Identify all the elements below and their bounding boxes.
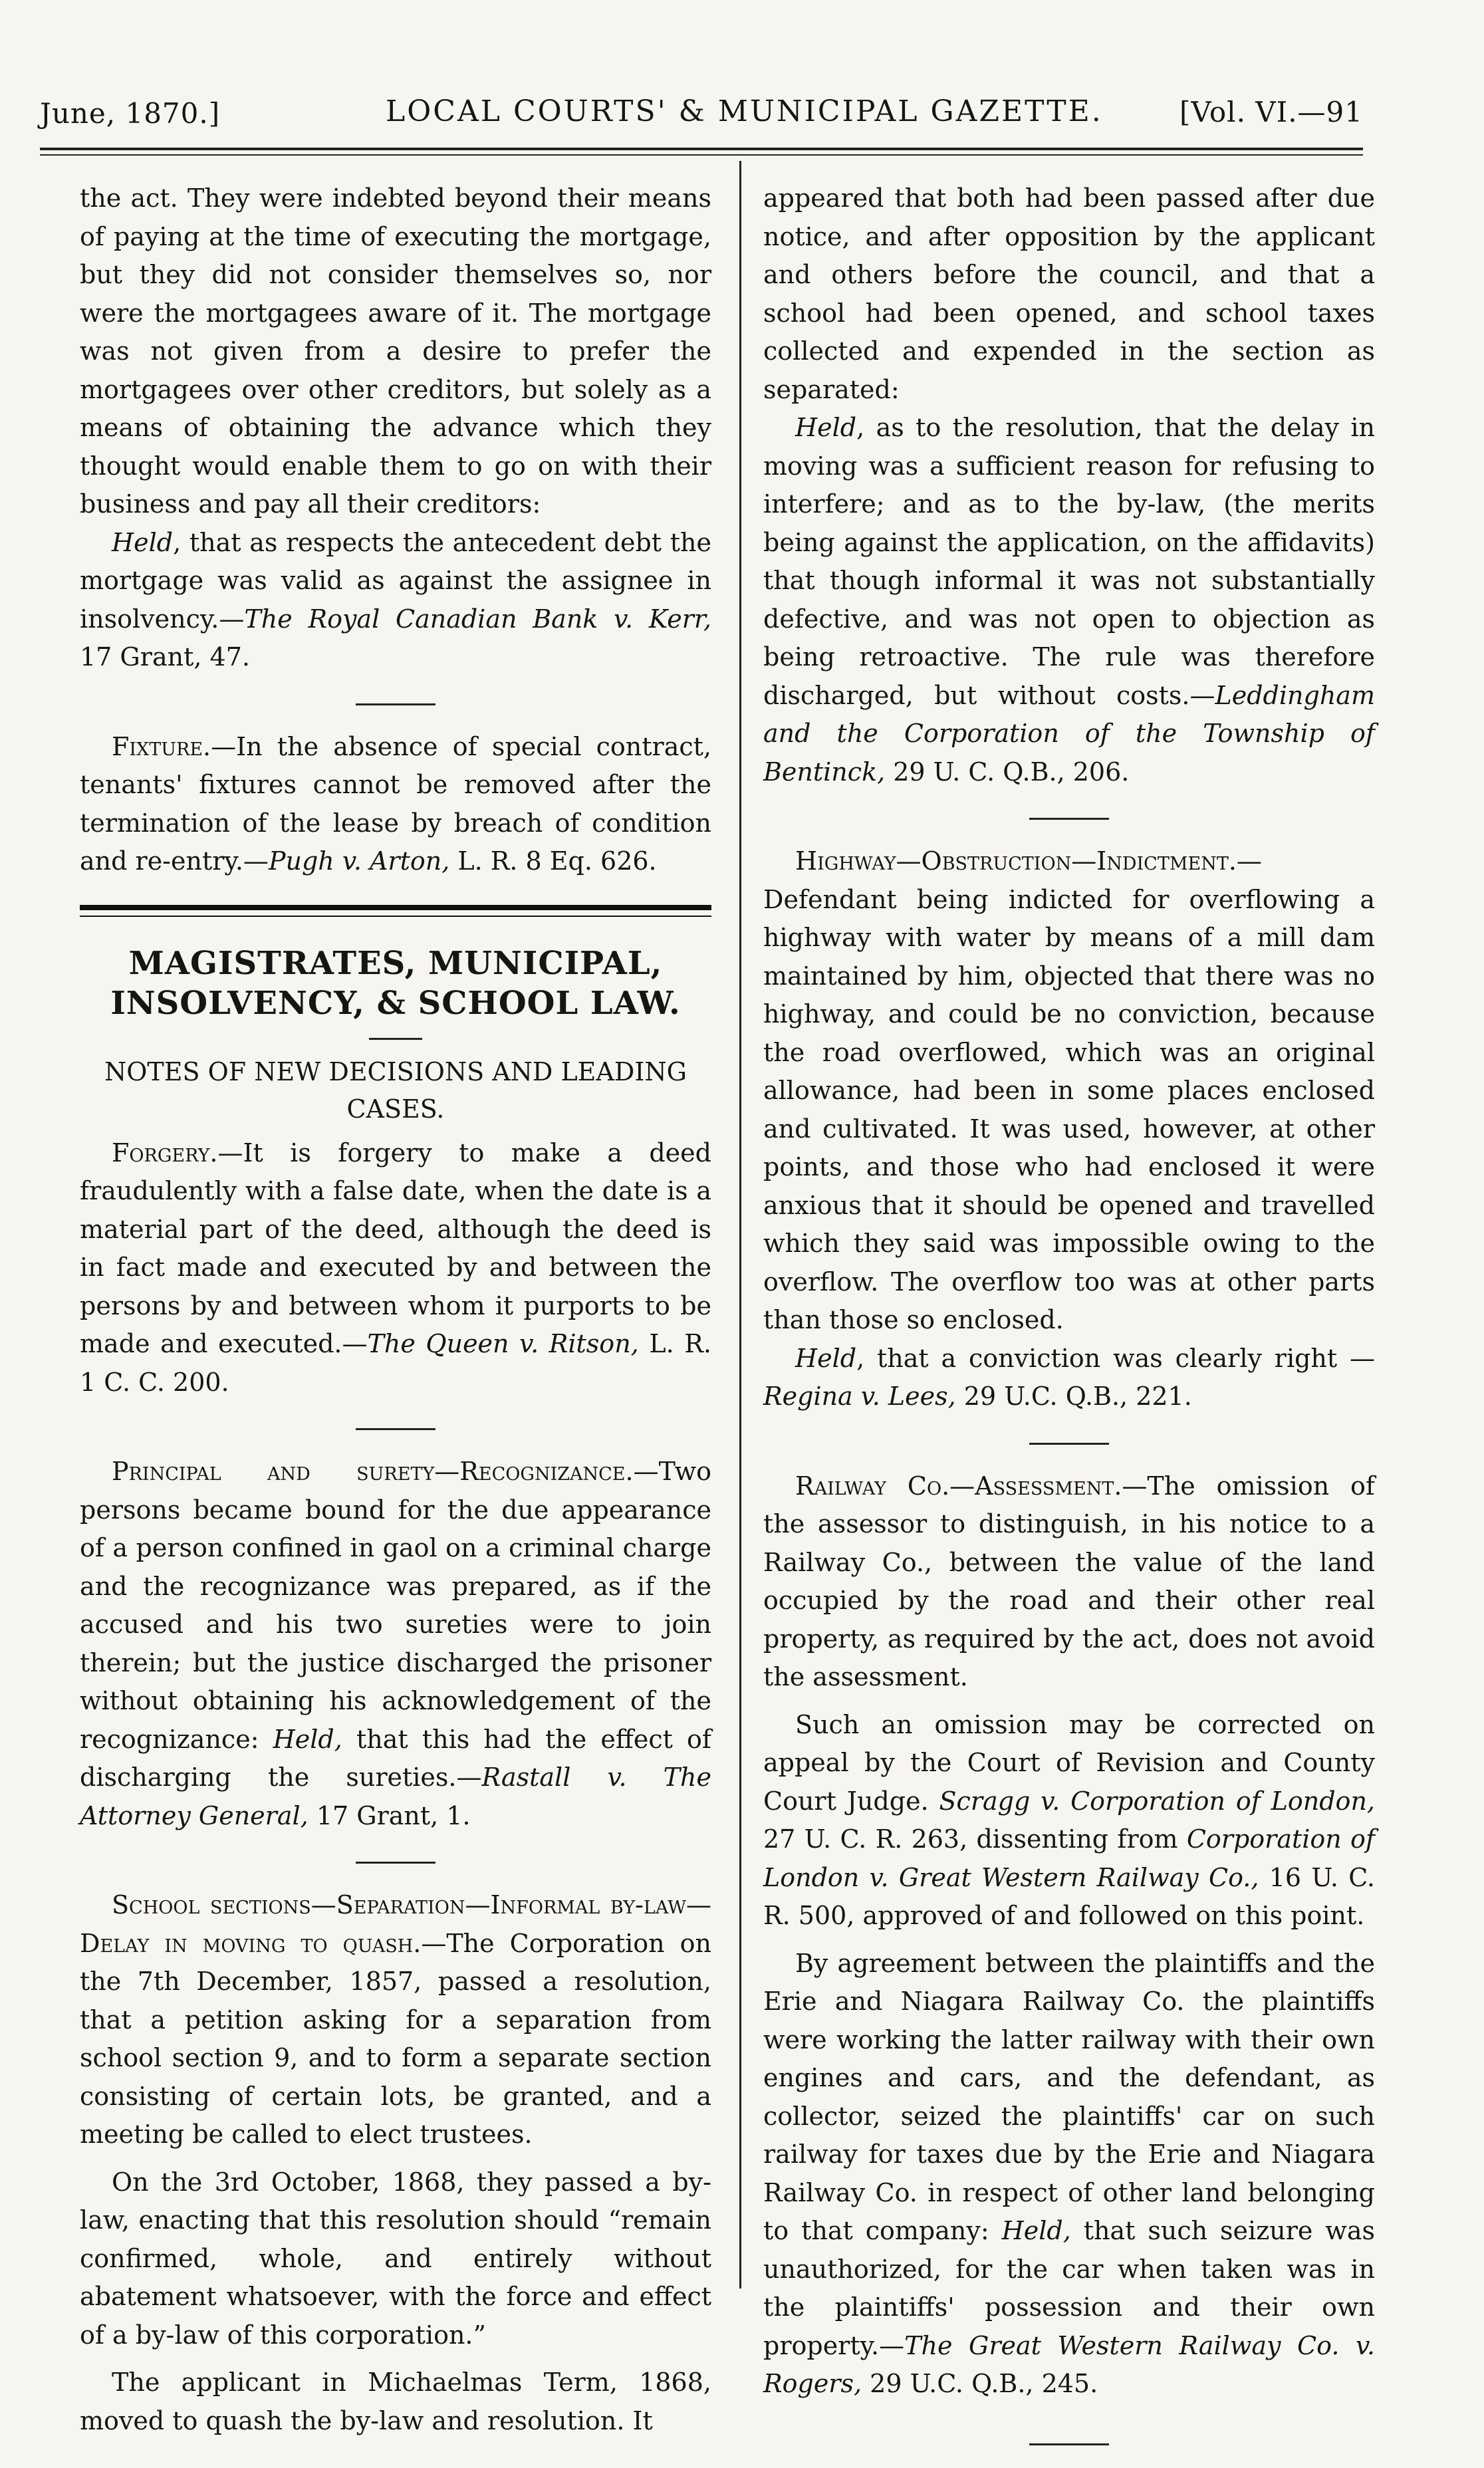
case-citation: 29 U.C. Q.B., 245. bbox=[862, 2369, 1098, 2398]
right-column bbox=[763, 180, 1375, 2468]
paragraph-held-lees bbox=[763, 1340, 1375, 1416]
topic-text: —Defendant being indicted for overflowing a highway with water by means of a mill dam maintained by him, objected that there was no highway, and could be no conviction, because the road overflowed, which was an original allowance, had been in some places enclosed and cultivated. It was used, however, at other points, and those who had enclosed it were anxious that it should be opened and travelled which they said was impossible owing to the overflow. The overflow too was at other parts than those so enclosed. bbox=[763, 846, 1375, 1334]
topic-text: Such an omission may be corrected on appeal by the Court of Revision and County Court Judge. bbox=[763, 1709, 1375, 1816]
topic-text: —The omission of the assessor to distinguish, in his notice to a Railway Co., between the value of the land occupied by the road and their other real property, as required by the act, does not avoid the assessment. bbox=[763, 1471, 1375, 1691]
topic-text: —In the absence of special contract, tenants' fixtures cannot be removed after the termination of the lease by breach of condition and re-entry.— bbox=[80, 731, 711, 876]
paragraph-continuation: appeared that both had been passed after due notice, and after opposition by the applicant and others before the council, and that a school had been opened, and school taxes collected and expended in the section as separated: bbox=[763, 184, 1375, 404]
paragraph-agreement bbox=[763, 1945, 1375, 2404]
paragraph-forgery bbox=[80, 1134, 711, 1402]
topic-text: that this had the effect of discharging the sureties.— bbox=[80, 1724, 711, 1792]
case-name: Corporation of London v. Great Western Railway Co., bbox=[763, 1824, 1375, 1892]
case-name: The Royal Canadian Bank v. Kerr, bbox=[244, 604, 711, 634]
case-citation: L. R. 8 Eq. 626. bbox=[449, 846, 657, 876]
header-rule bbox=[40, 148, 1363, 150]
paragraph-highway bbox=[763, 842, 1375, 1340]
paragraph-applicant: The applicant in Michaelmas Term, 1868, moved to quash the by-law and resolution. It bbox=[80, 2368, 711, 2435]
topic-text: By agreement between the plaintiffs and the Erie and Niagara Railway Co. the plaintiffs were working the latter railway with their own engines and cars, and the defendant, as collector, seized the plaintiffs' car on such railway for taxes due by the Erie and Niagara Railway Co. in respect of other land belonging to that company: bbox=[763, 1948, 1375, 2245]
case-name: Scragg v. Corporation of London, bbox=[939, 1786, 1375, 1816]
section-title: MAGISTRATES, MUNICIPAL, INSOLVENCY, & SCHOOL LAW. bbox=[110, 944, 681, 1022]
topic-text: 16 U. C. R. 500, approved of and followed on this point. bbox=[763, 1862, 1375, 1930]
header-volume: [Vol. VI.—91 bbox=[1179, 96, 1363, 128]
paragraph-railway bbox=[763, 1467, 1375, 1697]
case-name: Pugh v. Arton, bbox=[268, 846, 450, 876]
paragraph-held-kerr bbox=[80, 524, 711, 677]
topic-heading: Railway Co.—Assessment. bbox=[795, 1471, 1122, 1501]
header-rule-thin bbox=[40, 154, 1363, 156]
separator bbox=[356, 703, 435, 705]
paragraph-omission bbox=[763, 1706, 1375, 1935]
topic-heading: School sections—Separation—Informal by-law—Delay in moving to quash. bbox=[80, 1890, 711, 1958]
section-subtitle: NOTES OF NEW DECISIONS AND LEADING CASES. bbox=[104, 1056, 687, 1124]
topic-text: —Two persons became bound for the due appearance of a person confined in gaol on a criminal charge and the recognizance was prepared, as if the accused and his two sureties were to join therein; but the justice discharged the prisoner without obtaining his acknowledgement of the recognizance: bbox=[80, 1457, 711, 1754]
held-word: Held bbox=[112, 527, 174, 557]
page-header bbox=[40, 93, 1363, 140]
held-text: , that a conviction was clearly right — bbox=[856, 1343, 1375, 1373]
separator bbox=[356, 1862, 435, 1864]
held-text: , as to the resolution, that the delay in moving was a sufficient reason for refusing to interfere; and as to the by-law, (the merits being against the application, on the affidavits) that though informal it was not substantially defective, and was not open to objection as being retroactive. The rule was therefore discharged, but without costs.— bbox=[763, 413, 1375, 710]
topic-heading: Highway—Obstruction—Indictment. bbox=[795, 846, 1237, 876]
paragraph-bylaw: On the 3rd October, 1868, they passed a by-law, enacting that this resolution should “remain confirmed, whole, and entirely without abatement whatsoever, with the force and effect of a by-law of this corporation.” bbox=[80, 2167, 711, 2350]
separator bbox=[1029, 1443, 1109, 1445]
topic-text: —The Corporation on the 7th December, 1857, passed a resolution, that a petition asking for a separation from school section 9, and to form a separate section consisting of certain lots, be granted, and a meeting be called to elect trustees. bbox=[80, 1928, 712, 2149]
held-word: Held bbox=[795, 1343, 857, 1373]
header-title: LOCAL COURTS' & MUNICIPAL GAZETTE. bbox=[386, 94, 1103, 128]
case-name: The Great Western Railway Co. v. Rogers, bbox=[763, 2330, 1375, 2398]
held-word: Held bbox=[795, 413, 857, 442]
case-citation: 17 Grant, 1. bbox=[308, 1800, 471, 1830]
held-text: , that as respects the antecedent debt the mortgage was valid as against the assignee in insolvency.— bbox=[80, 527, 711, 634]
column-divider bbox=[739, 161, 741, 2288]
section-rule bbox=[80, 905, 711, 910]
separator bbox=[1029, 818, 1109, 820]
topic-text: 27 U. C. R. 263, dissenting from bbox=[763, 1824, 1187, 1854]
section-rule-thin bbox=[80, 916, 711, 917]
held-word: Held, bbox=[273, 1724, 342, 1754]
paragraph-held-bentinck bbox=[763, 409, 1375, 791]
paragraph-fixture bbox=[80, 728, 711, 881]
case-name: Rastall v. The Attorney General, bbox=[80, 1763, 711, 1830]
paragraph-principal-surety bbox=[80, 1453, 711, 1835]
paragraph-school-sections bbox=[80, 1886, 711, 2154]
case-citation: L. R. 1 C. C. 200. bbox=[80, 1329, 711, 1397]
case-citation: 17 Grant, 47. bbox=[80, 642, 250, 672]
separator bbox=[1029, 2443, 1109, 2445]
topic-text: —It is forgery to make a deed fraudulently with a false date, when the date is a material part of the deed, although the deed is in fact made and executed by and between the persons by and between whom it purports to be made and executed.— bbox=[80, 1138, 711, 1358]
case-citation: 29 U.C. Q.B., 221. bbox=[955, 1382, 1192, 1411]
separator bbox=[369, 1038, 422, 1040]
case-name: Regina v. Lees, bbox=[763, 1382, 956, 1411]
separator bbox=[356, 1428, 435, 1430]
topic-heading: Principal and surety—Recognizance. bbox=[112, 1457, 634, 1486]
held-word: Held, bbox=[1001, 2216, 1071, 2245]
case-name: The Queen v. Ritson, bbox=[367, 1329, 639, 1358]
topic-heading: Fixture. bbox=[112, 731, 211, 761]
topic-heading: Forgery. bbox=[112, 1138, 218, 1168]
header-date: June, 1870.] bbox=[40, 97, 221, 130]
paragraph-continuation: the act. They were indebted beyond their means of paying at the time of executing the mortgage, but they did not consider themselves so, nor were the mortgagees aware of it. The mortgage was not given from a desire to prefer the mortgagees over other creditors, but solely as a means of obtaining the advance which they thought would enable them to go on with their business and pay all their creditors: bbox=[80, 184, 711, 519]
left-column bbox=[80, 180, 711, 2440]
topic-text: that such seizure was unauthorized, for the car when taken was in the plaintiffs' possession and their own property.— bbox=[763, 2216, 1375, 2360]
case-name: Leddingham and the Corporation of the Township of Bentinck, bbox=[763, 680, 1375, 787]
case-citation: 29 U. C. Q.B., 206. bbox=[885, 757, 1130, 787]
